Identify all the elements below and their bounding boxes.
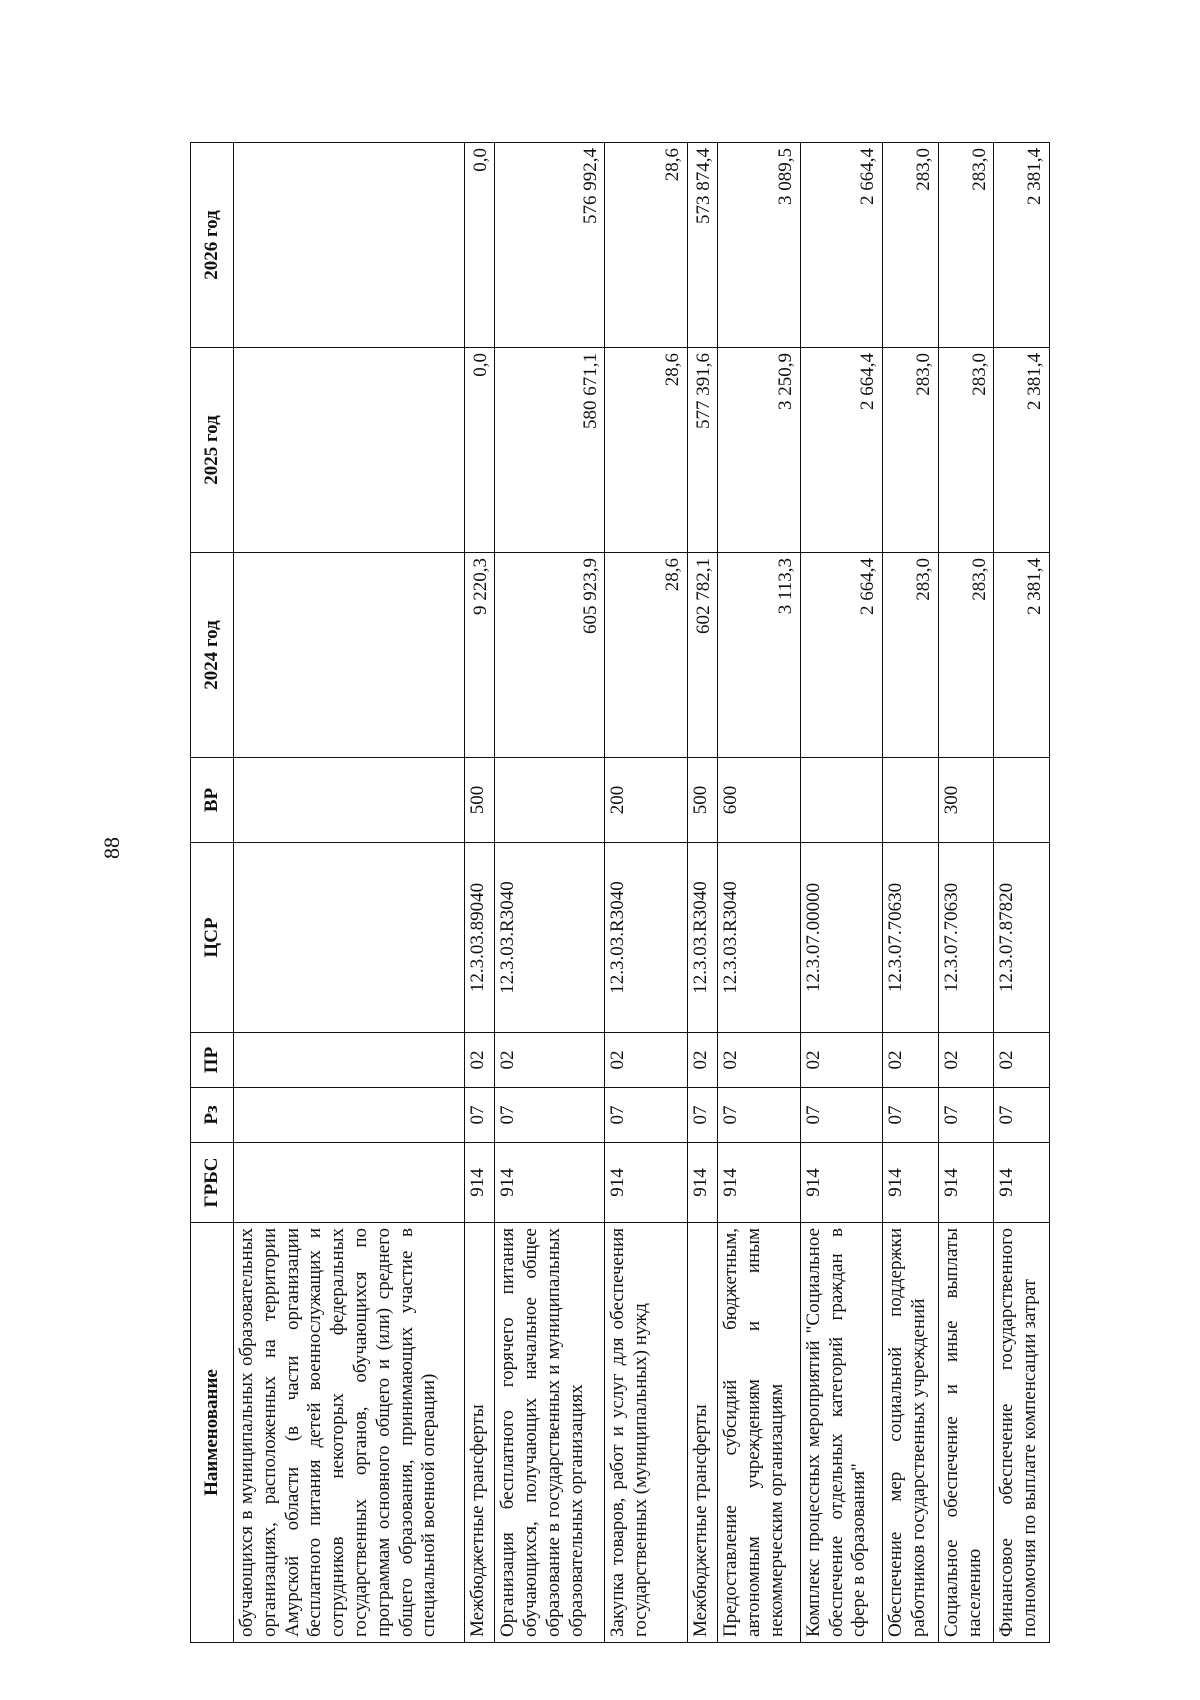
page-number: 88: [99, 837, 124, 859]
cell-pr: [234, 1033, 465, 1088]
table-row: [234, 143, 465, 1643]
cell-name: Финансовое обеспечение государственного полномочия по выплате компенсации затрат: [994, 1223, 1050, 1643]
header-2026: 2026 год: [191, 143, 234, 348]
cell-2025: [234, 348, 465, 553]
cell-2026: 2 664,4: [800, 143, 882, 348]
cell-2026: 3 089,5: [718, 143, 800, 348]
cell-2026: 283,0: [883, 143, 939, 348]
cell-2024: 283,0: [883, 553, 939, 758]
header-grbs: ГРБС: [191, 1143, 234, 1223]
cell-csr: 12.3.03.R3040: [495, 843, 605, 1033]
cell-grbs: 914: [883, 1143, 939, 1223]
cell-csr: 12.3.07.70630: [938, 843, 994, 1033]
cell-rz: 07: [464, 1088, 495, 1143]
cell-grbs: 914: [687, 1143, 718, 1223]
cell-rz: 07: [687, 1088, 718, 1143]
cell-2024: 2 664,4: [800, 553, 882, 758]
cell-vr: 300: [938, 758, 994, 843]
cell-2024: 3 113,3: [718, 553, 800, 758]
cell-grbs: 914: [994, 1143, 1050, 1223]
cell-2024: 28,6: [605, 553, 687, 758]
cell-pr: 02: [800, 1033, 882, 1088]
cell-csr: 12.3.07.70630: [883, 843, 939, 1033]
header-rz: Рз: [191, 1088, 234, 1143]
cell-vr: [234, 758, 465, 843]
cell-csr: 12.3.03.89040: [464, 843, 495, 1033]
cell-2026: 576 992,4: [495, 143, 605, 348]
header-2024: 2024 год: [191, 553, 234, 758]
cell-csr: 12.3.03.R3040: [605, 843, 687, 1033]
header-vr: ВР: [191, 758, 234, 843]
cell-rz: 07: [994, 1088, 1050, 1143]
cell-rz: 07: [605, 1088, 687, 1143]
cell-grbs: 914: [495, 1143, 605, 1223]
cell-vr: 500: [687, 758, 718, 843]
cell-rz: [234, 1088, 465, 1143]
cell-2026: 0,0: [464, 143, 495, 348]
cell-2026: 573 874,4: [687, 143, 718, 348]
cell-2025: 577 391,6: [687, 348, 718, 553]
cell-name: Комплекс процессных мероприятий "Социальное обеспечение отдельных категорий граждан в сфере в образования": [800, 1223, 882, 1643]
cell-2024: [234, 553, 465, 758]
cell-name: Закупка товаров, работ и услуг для обеспечения государственных (муниципальных) нужд: [605, 1223, 687, 1643]
table-row: [495, 143, 605, 1643]
cell-2025: 3 250,9: [718, 348, 800, 553]
cell-rz: 07: [938, 1088, 994, 1143]
cell-name: Межбюджетные трансферты: [687, 1223, 718, 1643]
cell-2026: [234, 143, 465, 348]
cell-2025: 283,0: [883, 348, 939, 553]
cell-2026: 2 381,4: [994, 143, 1050, 348]
cell-grbs: 914: [938, 1143, 994, 1223]
cell-2026: 28,6: [605, 143, 687, 348]
table-row: [994, 143, 1050, 1643]
cell-csr: 12.3.07.87820: [994, 843, 1050, 1033]
table-row: [464, 143, 495, 1643]
cell-2024: 602 782,1: [687, 553, 718, 758]
table-row: [938, 143, 994, 1643]
cell-grbs: 914: [605, 1143, 687, 1223]
cell-2025: 580 671,1: [495, 348, 605, 553]
cell-pr: 02: [687, 1033, 718, 1088]
cell-csr: 12.3.03.R3040: [718, 843, 800, 1033]
cell-name: Социальное обеспечение и иные выплаты населению: [938, 1223, 994, 1643]
cell-pr: 02: [938, 1033, 994, 1088]
cell-pr: 02: [495, 1033, 605, 1088]
cell-vr: [495, 758, 605, 843]
cell-grbs: 914: [718, 1143, 800, 1223]
cell-rz: 07: [800, 1088, 882, 1143]
header-2025: 2025 год: [191, 348, 234, 553]
cell-pr: 02: [718, 1033, 800, 1088]
cell-grbs: 914: [464, 1143, 495, 1223]
cell-rz: 07: [883, 1088, 939, 1143]
cell-rz: 07: [718, 1088, 800, 1143]
cell-pr: 02: [605, 1033, 687, 1088]
cell-csr: 12.3.07.00000: [800, 843, 882, 1033]
header-csr: ЦСР: [191, 843, 234, 1033]
header-name: Наименование: [191, 1223, 234, 1643]
cell-name: Предоставление субсидий бюджетным, автономным учреждениям и иным некоммерческим организациям: [718, 1223, 800, 1643]
cell-vr: 600: [718, 758, 800, 843]
cell-vr: 500: [464, 758, 495, 843]
cell-csr: 12.3.03.R3040: [687, 843, 718, 1033]
table-row: [718, 143, 800, 1643]
cell-name: Организация бесплатного горячего питания обучающихся, получающих начальное общее образование в государственных и муниципальных образовательных организациях: [495, 1223, 605, 1643]
cell-name: Обеспечение мер социальной поддержки работников государственных учреждений: [883, 1223, 939, 1643]
cell-pr: 02: [994, 1033, 1050, 1088]
header-row: [191, 143, 234, 1643]
cell-2025: 2 664,4: [800, 348, 882, 553]
rotated-table-frame: [190, 143, 1050, 1643]
cell-2024: 605 923,9: [495, 553, 605, 758]
table-row: [883, 143, 939, 1643]
table-row: [687, 143, 718, 1643]
cell-2025: 2 381,4: [994, 348, 1050, 553]
cell-vr: [994, 758, 1050, 843]
cell-name: Межбюджетные трансферты: [464, 1223, 495, 1643]
table-body: [234, 143, 1050, 1643]
table-header: [191, 143, 234, 1643]
header-pr: ПР: [191, 1033, 234, 1088]
cell-pr: 02: [464, 1033, 495, 1088]
cell-rz: 07: [495, 1088, 605, 1143]
cell-vr: [883, 758, 939, 843]
cell-2026: 283,0: [938, 143, 994, 348]
cell-2025: 283,0: [938, 348, 994, 553]
budget-table: [190, 142, 1050, 1643]
cell-2024: 9 220,3: [464, 553, 495, 758]
cell-2025: 28,6: [605, 348, 687, 553]
cell-2025: 0,0: [464, 348, 495, 553]
cell-vr: [800, 758, 882, 843]
cell-grbs: 914: [800, 1143, 882, 1223]
table-row: [800, 143, 882, 1643]
cell-csr: [234, 843, 465, 1033]
cell-pr: 02: [883, 1033, 939, 1088]
table-row: [605, 143, 687, 1643]
cell-name: обучающихся в муниципальных образовательных организациях, расположенных на территории Амурской области (в части организации бесплатного питания детей военнослужащих и сотрудников некоторых федеральных государственных органов, обучающихся по программам основного общего и (или) среднего общего образования, принимающих участие в специальной военной операции): [234, 1223, 465, 1643]
cell-2024: 283,0: [938, 553, 994, 758]
cell-grbs: [234, 1143, 465, 1223]
cell-vr: 200: [605, 758, 687, 843]
cell-2024: 2 381,4: [994, 553, 1050, 758]
